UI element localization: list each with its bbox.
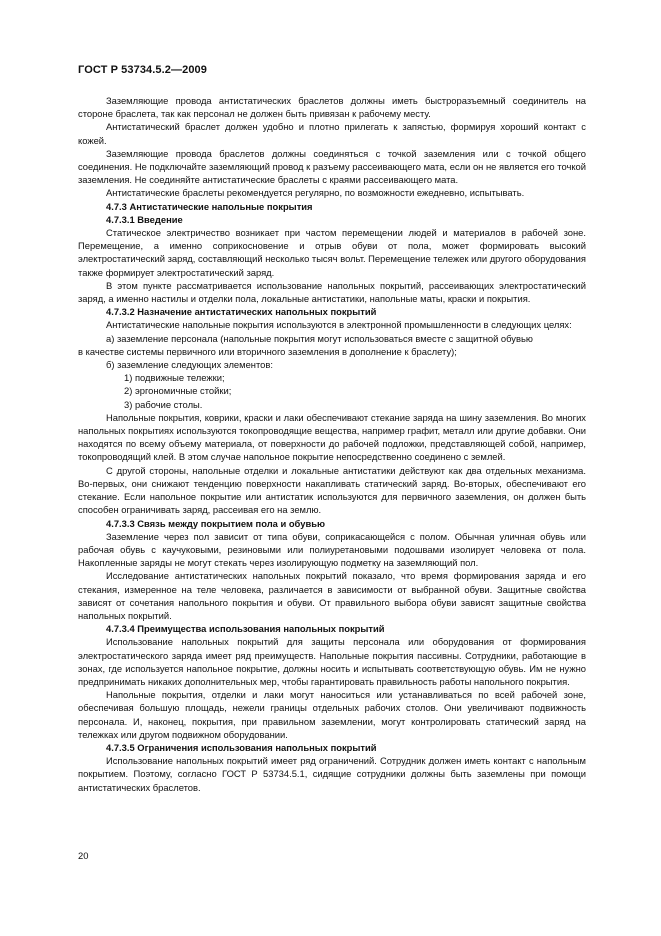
list-item-b: б) заземление следующих элементов: — [106, 359, 273, 371]
list-subitem-3: 3) рабочие столы. — [124, 398, 203, 410]
paragraph: В этом пункте рассматривается использование напольных покрытий, рассеивающих электростатический заряд, а именно настилы и отделки пола, локальные антистатики, напольные маты, краски и покрытия. — [78, 279, 586, 305]
paragraph: Использование напольных покрытий для защиты персонала или оборудования от формирования электростатического заряда имеет ряд преимуществ. Напольные покрытия пассивны. Сотрудники, работающие в зонах, где используется напольное покрытие, должны носить и испытывать соответствующую обувь. Им не нужно предпринимать никаких дополнительных мер, чтобы гарантировать правильность работы напольного покрытия. — [78, 636, 586, 687]
paragraph: Статическое электричество возникает при частом перемещении людей и материалов в рабочей зоне. Перемещение, а именно соприкосновение и отрыв обуви от пола, может формировать высокий электростатический заряд, составляющий несколько тысяч вольт. Перемещение тележек или другого оборудования также формирует электростатический заряд. — [78, 227, 586, 278]
paragraph: Антистатический браслет должен удобно и плотно прилегать к запястью, формируя хороший контакт с кожей. — [78, 121, 586, 146]
paragraph: Напольные покрытия, отделки и лаки могут наноситься или устанавливаться по всей рабочей зоне, обеспечивая большую площадь, нежели границы отдельных рабочих столов. Они увеличивают подвижность персонала. И, наконец, покрытия, при правильном заземлении, могут контролировать статический заряд на тележках или другом подвижном оборудовании. — [78, 689, 586, 740]
paragraph: Напольные покрытия, коврики, краски и лаки обеспечивают стекание заряда на шину заземления. Во многих напольных покрытиях используются токопроводящие вещества, например графит, металл или другие добавки. Они находятся по всему объему материала, от поверхности до рабочей подложки, представляющей собой, например, токопроводящий клей. В этом случае напольное покрытие непосредственно соединено с землей. — [78, 411, 586, 463]
section-heading-4-7-3-3: 4.7.3.3 Связь между покрытием пола и обувью — [106, 517, 325, 529]
list-subitem-2: 2) эргономичные стойки; — [124, 385, 232, 397]
section-heading-4-7-3-1: 4.7.3.1 Введение — [106, 213, 183, 225]
paragraph: Исследование антистатических напольных покрытий показало, что время формирования заряда и его стекания, измеренное на теле человека, различается в зависимости от выбранной обуви. Защитные свойства зависят от сочетания напольного покрытия и обуви. От правильного выбора обуви зависят защитные свойства напольных покрытий. — [78, 570, 586, 621]
section-heading-4-7-3-4: 4.7.3.4 Преимущества использования напольных покрытий — [106, 623, 385, 635]
paragraph: Заземляющие провода антистатических браслетов должны иметь быстроразъемный соединитель на стороне браслета, так как персонал не должен быть привязан к рабочему месту. — [78, 95, 586, 120]
list-item-a: а) заземление персонала (напольные покрытия могут использоваться вместе с защитной обувью — [106, 332, 533, 344]
paragraph: Использование напольных покрытий имеет ряд ограничений. Сотрудник должен иметь контакт с напольным покрытием. Поэтому, согласно ГОСТ Р 53734.5.1, сидящие сотрудники должны быть заземлены при помощи антистатических браслетов. — [78, 755, 586, 793]
page-number: 20 — [78, 850, 89, 861]
document-header: ГОСТ Р 53734.5.2—2009 — [78, 64, 207, 76]
list-item-a-continuation: в качестве системы первичного или вторичного заземления в дополнение к браслету); — [78, 345, 457, 357]
section-heading-4-7-3: 4.7.3 Антистатические напольные покрытия — [106, 200, 313, 212]
section-heading-4-7-3-2: 4.7.3.2 Назначение антистатических напольных покрытий — [106, 306, 377, 318]
paragraph: Антистатические браслеты рекомендуется регулярно, по возможности ежедневно, испытывать. — [106, 187, 525, 199]
document-body — [78, 94, 586, 794]
list-subitem-1: 1) подвижные тележки; — [124, 372, 225, 384]
section-heading-4-7-3-5: 4.7.3.5 Ограничения использования напольных покрытий — [106, 741, 377, 753]
paragraph: С другой стороны, напольные отделки и локальные антистатики действуют как два отдельных механизма. Во-первых, они снижают тенденцию поверхности накапливать статический заряд. Во-вторых, обеспечивают его стекание. Если напольное покрытие или антистатик используются для первичного заземления, он должен быть способен ограничивать заряд, рассеивая его на землю. — [78, 464, 586, 516]
paragraph: Заземление через пол зависит от типа обуви, соприкасающейся с полом. Обычная уличная обувь или рабочая обувь с каучуковыми, резиновыми или полиуретановыми подошвами изолирует человека от пола. Накопленные заряды не могут стекать через изолирующую подметку на заземляющий пол. — [78, 530, 586, 569]
paragraph: Заземляющие провода браслетов должны соединяться с точкой заземления или с точкой общего соединения. Не подключайте заземляющий провод к разъему рассеивающего мата, если он не является его точкой заземления. Не соединяйте антистатические браслеты с краями рассеивающего мата. — [78, 147, 586, 186]
paragraph: Антистатические напольные покрытия используются в электронной промышленности в следующих целях: — [106, 319, 572, 331]
